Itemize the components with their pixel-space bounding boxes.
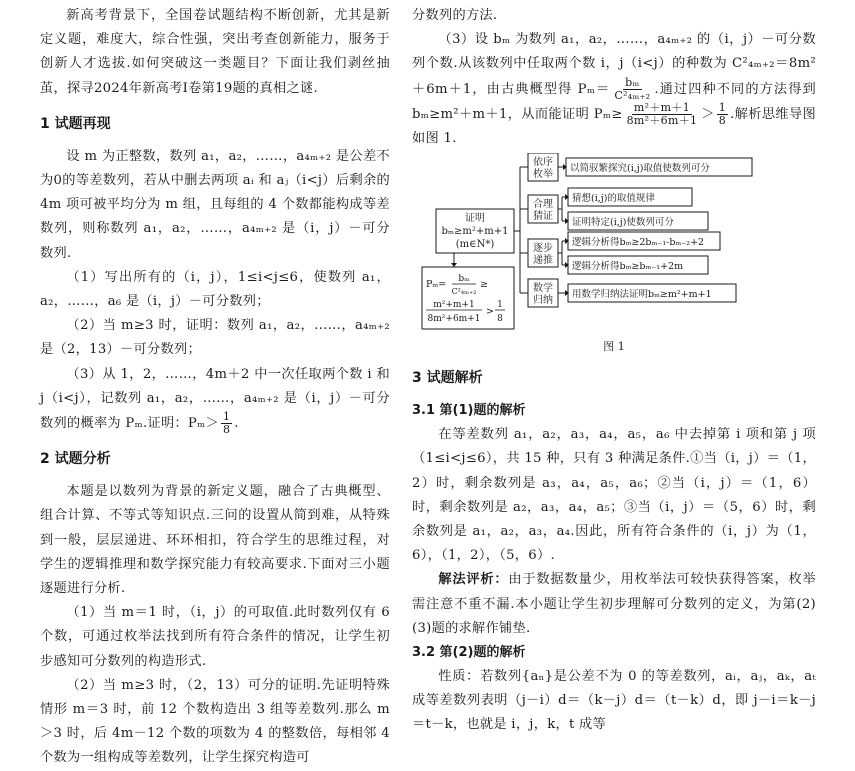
leaf-6-text: 用数学归纳法证明bₘ≥m²+m+1 — [572, 289, 712, 301]
prob-num: bₘ — [458, 274, 470, 285]
prob-gt: > — [486, 306, 494, 318]
mind-map-diagram — [412, 153, 816, 335]
method-4-line-2: 归纳 — [533, 295, 553, 307]
figure-caption: 图 1 — [603, 340, 625, 354]
root-line-1: 证明 — [465, 213, 485, 225]
prob-den2: 8m²+6m+1 — [427, 314, 481, 325]
prob-ge: ≥ — [480, 279, 488, 291]
fraction-one-eighth-2: $\frac{1}{8}$ — [718, 100, 727, 127]
mind-map-figure — [412, 153, 816, 335]
section-1-title: 1 试题再现 — [40, 115, 111, 132]
intro-paragraph: 新高考背景下，全国卷试题结构不断创新，尤其是新定义题，难度大，综合性强，突出考查创新能力，服务于创新人才选拔.如何突破这一类题目？下面让我们剥丝抽茧，探寻2024年新高考Ⅰ卷第19题的真相之谜. — [40, 8, 390, 96]
section-3-title: 3 试题解析 — [412, 370, 483, 387]
leaf-4-text: 逻辑分析得bₘ≥2bₘ₋₁-bₘ₋₂+2 — [572, 237, 705, 249]
solution-comment: 解法评析：由于数据数量少，用枚举法可较快获得答案，枚举需注意不重不漏.本小题让学生初步理解可分数列的定义，为第(2)(3)题的求解作铺垫. — [412, 572, 816, 636]
leaf-2-text: 猜想(i,j)的取值规律 — [572, 193, 655, 205]
prob-frac-num: 1 — [497, 300, 503, 311]
root-line-3: (m∈N*) — [455, 239, 495, 251]
problem-part-3: （3）从 1，2，……，4m＋2 中一次任取两个数 i 和 j（i<j），记数列 a₁，a₂，……，a₄ₘ₊₂ 是（i，j）－可分数列的概率为 Pₘ.证明：Pₘ＞ $\frac{1}{8}$ . — [40, 366, 390, 437]
leaf-1-text: 以简驭繁探究(i,j)取值使数列可分 — [570, 163, 710, 175]
problem-part-2: （2）当 m≥3 时，证明：数列 a₁，a₂，……，a₄ₘ₊₂ 是（2，13）－可分数列； — [40, 318, 390, 358]
continued-text: 分数列的方法. — [412, 8, 498, 23]
method-1-line-2: 枚举 — [533, 169, 553, 181]
method-3-line-2: 递推 — [533, 255, 553, 267]
prob-label: Pₘ= — [426, 279, 447, 291]
analysis-paragraph: 本题是以数列为背景的新定义题，融合了古典概型、组合计算、不等式等知识点.三问的设置从简到难，从特殊到一般，层层递进、环环相扣，符合学生的思维过程，对学生的逻辑推理和数学探究能力有较高要求.下面对三小题逐题进行分析. — [40, 484, 390, 597]
section-2-title: 2 试题分析 — [40, 451, 111, 468]
leaf-5-text: 逻辑分析得bₘ≥bₘ₋₁+2m — [572, 261, 684, 273]
analysis-part-3: （3）设 bₘ 为数列 a₁，a₂，……，a₄ₘ₊₂ 的（i，j）－可分数列个数.从该数列中任取两个数 i，j（i<j）的种数为 C²₄ₘ₊₂＝8m²＋6m＋1，由古典概型得 Pₘ＝ $\frac{\text{bₘ}}{\text{C²₄ₘ₊₂}}$ .通过四种不同的方法得到 bₘ≥m²＋m＋1，从而能证明 Pₘ≥ $\frac{\text{m²＋m＋1}}{\text{8m²＋6m＋1}}$ ＞ $\frac{1}{8}$ .解析思维导图如图 1. — [412, 32, 816, 147]
section-3-2-title: 3.2 第(2)题的解析 — [412, 645, 526, 661]
fraction-bound: $\frac{\text{m²＋m＋1}}{\text{8m²＋6m＋1}}$ — [626, 100, 698, 127]
solution-part-1: 在等差数列 a₁，a₂，a₃，a₄，a₅，a₆ 中去掉第 i 项和第 j 项（1≤i<j≤6），共 15 种，只有 3 种满足条件.①当（i，j）＝（1，2）时，剩余数列是 a₃，a₄，a₅，a₆；②当（i，j）＝（1，6）时，剩余数列是 a₂，a₃，a₄，a₅；③当（i，j）＝（5，6）时，剩余数列是 a₁，a₂，a₃，a₄.因此，所有符合条件的（i，j）为（1，6），（1，2），（5，6）. — [412, 427, 816, 564]
method-3-line-1: 逐步 — [533, 243, 553, 255]
problem-part-1: （1）写出所有的（i，j），1≤i<j≤6，使数列 a₁，a₂，……，a₆ 是（i，j）－可分数列； — [40, 269, 390, 310]
fraction-one-eighth: $\frac{1}{8}$ — [222, 410, 231, 437]
prob-num2: m²+m+1 — [433, 300, 475, 311]
comment-label: 解法评析： — [438, 572, 509, 588]
right-column — [412, 4, 816, 738]
method-2-line-1: 合理 — [533, 199, 553, 211]
analysis-part-1: （1）当 m＝1 时，（i，j）的可取值.此时数列仅有 6 个数，可通过枚举法找到所有符合条件的情况，让学生初步感知可分数列的构造形式. — [40, 605, 390, 669]
prob-frac-den: 8 — [497, 314, 503, 325]
leaf-3-text: 证明特定(i,j)使数列可分 — [572, 217, 674, 229]
method-4-line-1: 数学 — [533, 283, 553, 295]
analysis-part-2: （2）当 m≥3 时，（2，13）可分的证明.先证明特殊情形 m＝3 时，前 12 个数构造出 3 组等差数列.那么 m＞3 时，后 4m－12 个数的项数为 4 的整数倍，每相邻 4 个数为一组构成等差数列，让学生探究构造可 — [40, 677, 390, 766]
problem-statement: 设 m 为正整数，数列 a₁，a₂，……，a₄ₘ₊₂ 是公差不为0的等差数列，若从中删去两项 aᵢ 和 aⱼ（i<j）后剩余的 4m 项可被平均分为 m 组，且每组的 4 个数都能构成等差数列，则称数列 a₁，a₂，……，a₄ₘ₊₂ 是（i，j）－可分数列. — [40, 148, 390, 261]
left-column — [40, 4, 390, 771]
section-3-1-title: 3.1 第(1)题的解析 — [412, 403, 526, 419]
prob-den: C²₄ₘ₊₂ — [451, 287, 477, 297]
root-line-2: bₘ≥m²+m+1 — [441, 226, 509, 238]
method-2-line-2: 猜证 — [533, 211, 553, 223]
fraction-bm-over-c: $\frac{\text{bₘ}}{\text{C²₄ₘ₊₂}}$ — [614, 75, 651, 102]
property-paragraph: 性质：若数列{aₙ}是公差不为 0 的等差数列，aᵢ，aⱼ，aₖ，aₜ 成等差数列表明（j－i）d＝（k－j）d＝（t－k）d，即 j－i＝k－j＝t－k，也就是 i，j，k，t 成等 — [412, 669, 816, 733]
method-1-line-1: 依序 — [533, 157, 553, 169]
